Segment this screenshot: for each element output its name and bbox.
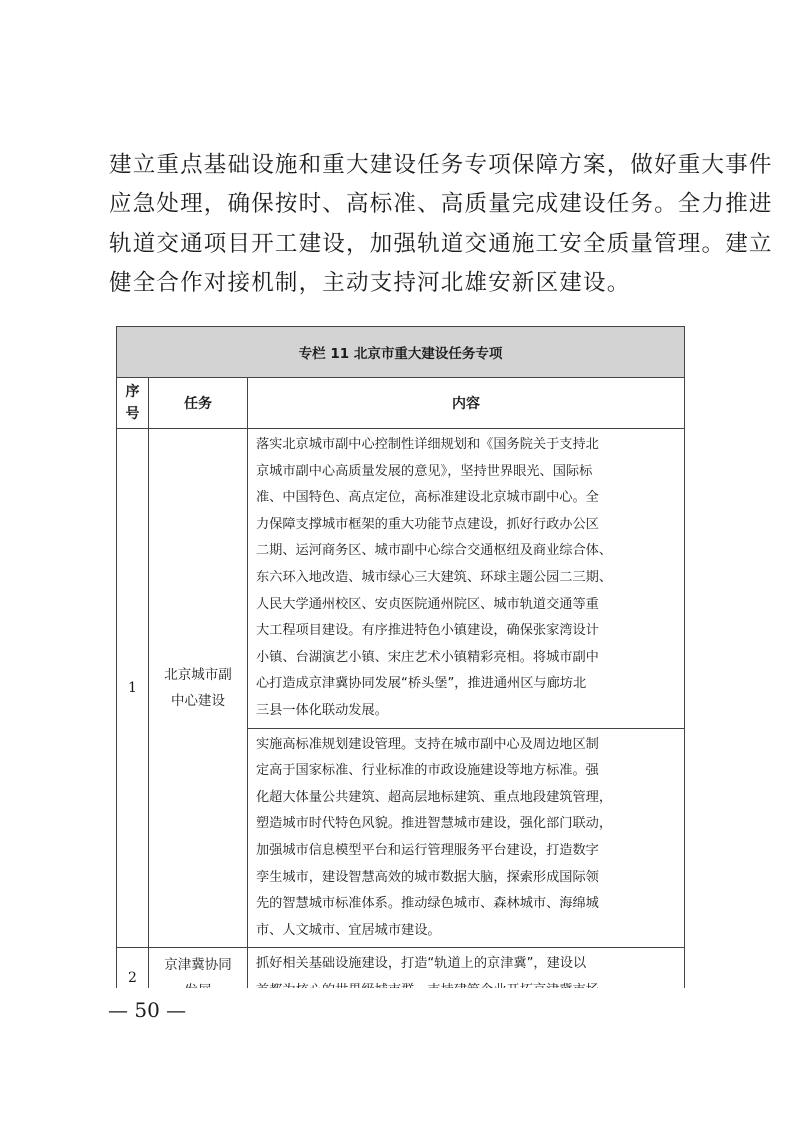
row-task-line: 中心建设 bbox=[171, 693, 225, 710]
table-row bbox=[117, 429, 685, 729]
intro-line: 轨道交通项目开工建设，加强轨道交通施工安全质量管理。建立 bbox=[109, 230, 773, 257]
row-number: 1 bbox=[117, 429, 149, 948]
header-seq bbox=[117, 378, 149, 429]
page-number: — 50 — bbox=[108, 998, 187, 1022]
content-line: 京城市副中心高质量发展的意见》，坚持世界眼光、国际标 bbox=[256, 463, 593, 479]
intro-paragraph bbox=[109, 146, 773, 303]
content-line: 定高于国家标准、行业标准的市政设施建设等地方标准。强 bbox=[256, 763, 599, 779]
content-line: 塑造城市时代特色风貌。推进智慧城市建设，强化部门联动， bbox=[256, 816, 613, 832]
content-line: 抓好相关基础设施建设，打造“轨道上的京津冀”，建设以 bbox=[256, 956, 587, 972]
content-line: 大工程项目建设。有序推进特色小镇建设，确保张家湾设计 bbox=[256, 623, 599, 639]
row-task-line: 京津冀协同 bbox=[164, 956, 232, 973]
row-task bbox=[149, 429, 248, 948]
content-line: 力保障支撑城市框架的重大功能节点建设，抓好行政办公区 bbox=[256, 516, 599, 532]
content-line: 先的智慧城市标准体系。推动绿色城市、森林城市、海绵城 bbox=[256, 896, 599, 912]
content-line: 心打造成京津冀协同发展“桥头堡”，推进通州区与廊坊北 bbox=[256, 676, 587, 692]
content-line: 加强城市信息模型平台和运行管理服务平台建设，打造数字 bbox=[256, 842, 599, 858]
intro-line: 建立重点基础设施和重大建设任务专项保障方案，做好重大事件 bbox=[109, 152, 773, 178]
content-line: 二期、运河商务区、城市副中心综合交通枢纽及商业综合体、 bbox=[256, 543, 613, 559]
content-line: 小镇、台湖演艺小镇、宋庄艺术小镇精彩亮相。将城市副中 bbox=[256, 649, 599, 665]
content-line: 化超大体量公共建筑、超高层地标建筑、重点地段建筑管理， bbox=[256, 789, 613, 805]
content-line: 孪生城市，建设智慧高效的城市数据大脑，探索形成国际领 bbox=[256, 869, 599, 885]
content-line: 落实北京城市副中心控制性详细规划和《国务院关于支持北 bbox=[256, 437, 599, 452]
content-line: 准、中国特色、高点定位，高标准建设北京城市副中心。全 bbox=[256, 490, 599, 506]
content-line: 实施高标准规划建设管理。支持在城市副中心及周边地区制 bbox=[256, 736, 599, 752]
table-title: 专栏 11 北京市重大建设任务专项 bbox=[117, 327, 685, 378]
header-content: 内容 bbox=[248, 378, 685, 429]
intro-line: 应急处理，确保按时、高标准、高质量完成建设任务。全力推进 bbox=[109, 191, 773, 218]
header-task: 任务 bbox=[149, 378, 248, 429]
content-line: 人民大学通州校区、安贞医院通州院区、城市轨道交通等重 bbox=[256, 596, 599, 612]
task-table bbox=[116, 326, 685, 1008]
row-content-block bbox=[248, 429, 685, 729]
intro-line: 健全合作对接机制，主动支持河北雄安新区建设。 bbox=[109, 269, 631, 296]
row-content-block bbox=[248, 728, 685, 948]
content-line: 三县一体化联动发展。 bbox=[256, 702, 388, 718]
row-task-line: 北京城市副 bbox=[164, 667, 232, 684]
content-line: 市、人文城市、宜居城市建设。 bbox=[256, 922, 441, 938]
row-number: 2 bbox=[117, 948, 149, 1008]
content-line: 东六环入地改造、城市绿心三大建筑、环球主题公园二三期、 bbox=[256, 569, 613, 585]
header-seq-char: 序 bbox=[125, 384, 140, 400]
header-seq-char: 号 bbox=[125, 406, 140, 422]
table-header-row bbox=[117, 378, 685, 429]
